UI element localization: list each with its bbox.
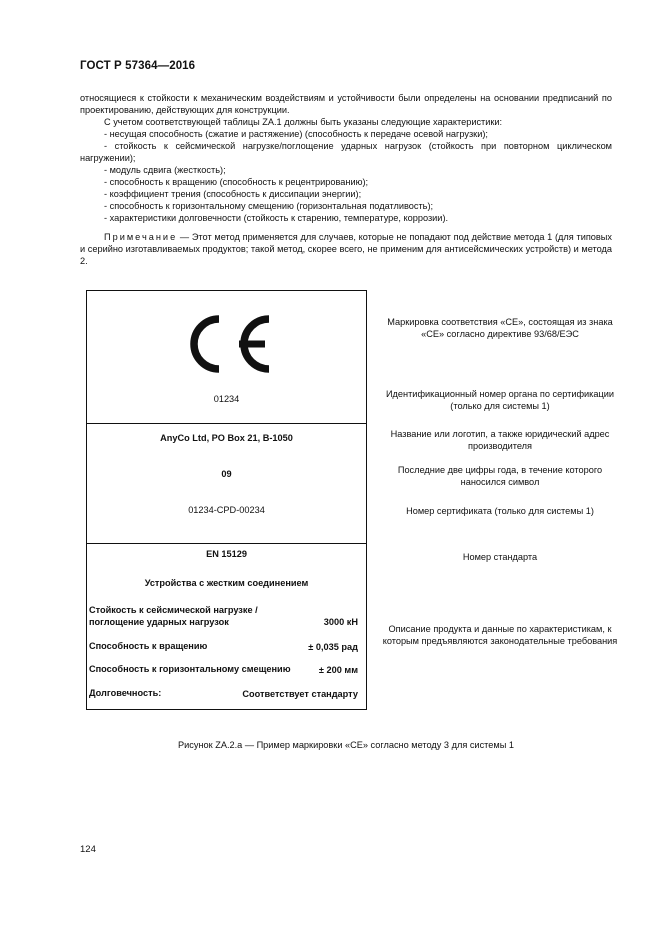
spec-value: ± 0,035 рад — [308, 641, 358, 652]
certificate-number: 01234-CPD-00234 — [188, 505, 265, 515]
paragraph-continuation: относящиеся к стойкости к механическим воздействиям и устойчивости были определены на основании предписаний по проектированию, действующих для конструкции. — [80, 93, 612, 116]
description-year: Последние две цифры года, в течение которого наносился символ — [397, 465, 603, 487]
spec-label: Способность к вращению — [89, 641, 208, 651]
manufacturer-address: AnyCo Ltd, PO Box 21, B-1050 — [160, 433, 293, 443]
standard-number: EN 15129 — [206, 549, 247, 559]
description-product: Описание продукта и данные по характеристикам, к которым предъявляются законодательные требования — [382, 624, 618, 646]
spec-value: Соответствует стандарту — [242, 688, 358, 699]
spec-row-rotation — [89, 641, 358, 653]
description-certificate: Номер сертификата (только для системы 1) — [406, 506, 594, 516]
spec-row-displacement — [89, 664, 358, 676]
page-number: 124 — [80, 844, 96, 855]
spec-row-seismic — [89, 605, 358, 628]
year-digits: 09 — [221, 469, 232, 479]
ce-label-section-mark — [86, 290, 367, 424]
description-standard: Номер стандарта — [462, 552, 538, 562]
list-item: - модуль сдвига (жесткость); — [104, 165, 226, 175]
certification-body-number: 01234 — [213, 394, 240, 404]
product-description: Устройства с жестким соединением — [144, 578, 309, 588]
figure-caption: Рисунок ZA.2.a — Пример маркировки «CE» согласно методу 3 для системы 1 — [178, 740, 514, 750]
spec-value: ± 200 мм — [318, 664, 358, 675]
description-body-id: Идентификационный номер органа по сертификации (только для системы 1) — [385, 389, 615, 411]
note-paragraph — [80, 231, 612, 267]
ce-label-section-manufacturer — [86, 423, 367, 544]
spec-row-durability — [89, 688, 358, 700]
note-text: — Этот метод применяется для случаев, которые не попадают под действие метода 1 (для типовых и серийно изготавливаемых продуктов; такой метод, скорее всего, не применим для антисейсмических устройств) и метода 2. — [80, 232, 612, 267]
description-manufacturer: Название или логотип, а также юридический адрес производителя — [390, 429, 610, 451]
spec-value: 3000 кН — [323, 616, 358, 627]
spec-label: Долговечность: — [89, 688, 162, 698]
description-ce-mark: Маркировка соответствия «CE», состоящая из знака «CE» согласно директиве 93/68/ЕЭС — [387, 317, 613, 339]
spec-label: Способность к горизонтальному смещению — [89, 664, 291, 674]
note-label: Примечание — [104, 232, 178, 242]
list-item: - стойкость к сейсмической нагрузке/поглощение ударных нагрузок (стойкость при повторном циклическом нагружении); — [80, 141, 612, 164]
list-item: - способность к вращению (способность к рецентрированию); — [104, 177, 369, 187]
list-item: - коэффициент трения (способность к диссипации энергии); — [104, 189, 362, 199]
spec-label: Стойкость к сейсмической нагрузке / поглощение ударных нагрузок — [89, 605, 258, 627]
document-header: ГОСТ Р 57364—2016 — [80, 60, 196, 72]
ce-mark-icon — [177, 313, 277, 375]
ce-label-section-product — [86, 543, 367, 710]
list-item: - способность к горизонтальному смещению (горизонтальная податливость); — [104, 201, 434, 211]
list-item: - характеристики долговечности (стойкость к старению, температуре, коррозии). — [104, 213, 449, 223]
paragraph-characteristics-intro: С учетом соответствующей таблицы ZA.1 должны быть указаны следующие характеристики: — [104, 117, 503, 127]
list-item: - несущая способность (сжатие и растяжение) (способность к передаче осевой нагрузки); — [104, 129, 488, 139]
